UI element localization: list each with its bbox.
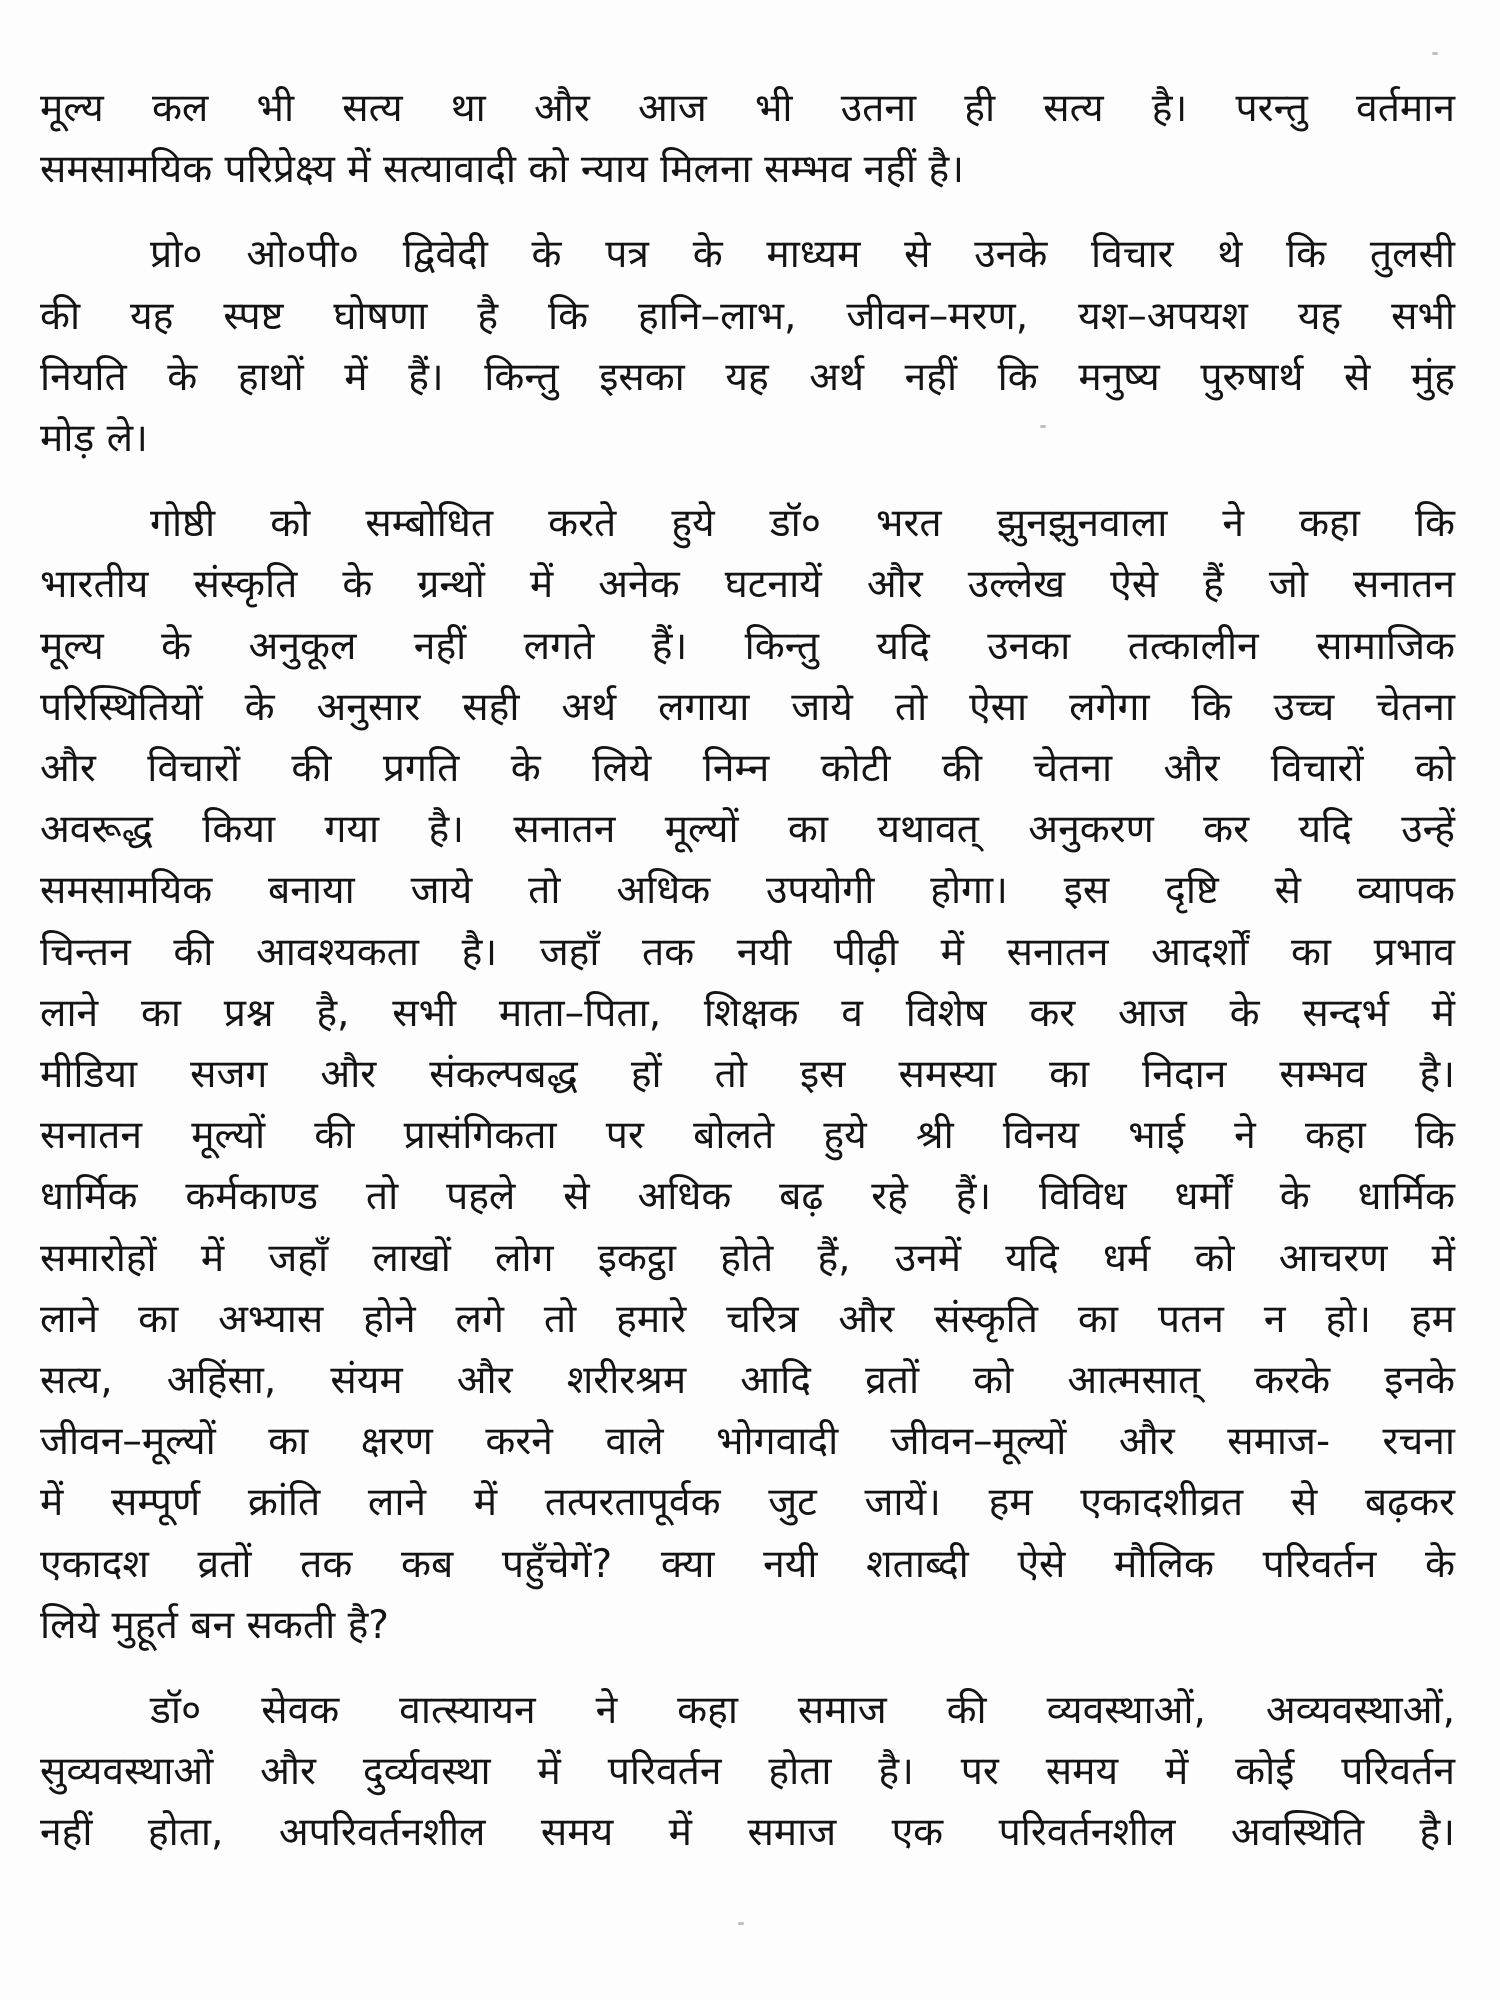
text-line: अवरूद्ध किया गया है। सनातन मूल्यों का यथावत् अनुकरण कर यदि उन्हें xyxy=(40,807,1455,853)
paragraph-4 xyxy=(40,1680,1455,1864)
text-line: डॉ० सेवक वात्स्यायन ने कहा समाज की व्यवस्थाओं, अव्यवस्थाओं, xyxy=(150,1688,1455,1734)
scan-speck xyxy=(1040,425,1046,428)
paragraph-1 xyxy=(40,78,1455,200)
text-line: चिन्तन की आवश्यकता है। जहाँ तक नयी पीढ़ी में सनातन आदर्शों का प्रभाव xyxy=(40,929,1455,975)
text-line: समसामयिक बनाया जाये तो अधिक उपयोगी होगा। इस दृष्टि से व्यापक xyxy=(40,868,1455,914)
text-line: मोड़ ले। xyxy=(40,416,148,462)
text-line: लाने का प्रश्न है, सभी माता–पिता, शिक्षक व विशेष कर आज के सन्दर्भ में xyxy=(40,990,1455,1036)
text-line: सुव्यवस्थाओं और दुर्व्यवस्था में परिवर्तन होता है। पर समय में कोई परिवर्तन xyxy=(40,1749,1455,1795)
text-line: मूल्य के अनुकूल नहीं लगते हैं। किन्तु यदि उनका तत्कालीन सामाजिक xyxy=(40,623,1455,669)
text-line: समसामयिक परिप्रेक्ष्य में सत्यावादी को न्याय मिलना सम्भव नहीं है। xyxy=(40,147,965,193)
text-line: मूल्य कल भी सत्य था और आज भी उतना ही सत्य है। परन्तु वर्तमान xyxy=(40,86,1455,131)
scan-speck xyxy=(1432,52,1438,55)
text-line: एकादश व्रतों तक कब पहुँचेगें? क्या नयी शताब्दी ऐसे मौलिक परिवर्तन के xyxy=(40,1541,1455,1587)
text-line: लाने का अभ्यास होने लगे तो हमारे चरित्र और संस्कृति का पतन न हो। हम xyxy=(40,1296,1455,1342)
text-line: मीडिया सजग और संकल्पबद्ध हों तो इस समस्या का निदान सम्भव है। xyxy=(40,1052,1455,1098)
text-line: लिये मुहूर्त बन सकती है? xyxy=(40,1602,389,1648)
text-line: नियति के हाथों में हैं। किन्तु इसका यह अर्थ नहीं कि मनुष्य पुरुषार्थ से मुंह xyxy=(40,354,1455,400)
text-line: परिस्थितियों के अनुसार सही अर्थ लगाया जाये तो ऐसा लगेगा कि उच्च चेतना xyxy=(40,684,1455,730)
paragraph-3 xyxy=(40,493,1455,1656)
text-line: नहीं होता, अपरिवर्तनशील समय में समाज एक परिवर्तनशील अवस्थिति है। xyxy=(40,1810,1455,1856)
text-line: भारतीय संस्कृति के ग्रन्थों में अनेक घटनायें और उल्लेख ऐसे हैं जो सनातन xyxy=(40,562,1455,608)
body-text xyxy=(40,78,1455,1864)
text-line: सनातन मूल्यों की प्रासंगिकता पर बोलते हुये श्री विनय भाई ने कहा कि xyxy=(40,1113,1455,1159)
text-line: धार्मिक कर्मकाण्ड तो पहले से अधिक बढ़ रहे हैं। विविध धर्मों के धार्मिक xyxy=(40,1174,1455,1220)
scan-speck xyxy=(738,1922,744,1925)
text-line: प्रो० ओ०पी० द्विवेदी के पत्र के माध्यम से उनके विचार थे कि तुलसी xyxy=(150,232,1455,278)
text-line: समारोहों में जहाँ लाखों लोग इकट्ठा होते हैं, उनमें यदि धर्म को आचरण में xyxy=(40,1235,1455,1281)
text-line: सत्य, अहिंसा, संयम और शरीरश्रम आदि व्रतों को आत्मसात् करके इनके xyxy=(40,1358,1455,1404)
text-line: और विचारों की प्रगति के लिये निम्न कोटी की चेतना और विचारों को xyxy=(40,746,1455,792)
text-line: की यह स्पष्ट घोषणा है कि हानि–लाभ, जीवन–मरण, यश–अपयश यह सभी xyxy=(40,293,1455,339)
text-line: जीवन–मूल्यों का क्षरण करने वाले भोगवादी जीवन–मूल्यों और समाज- रचना xyxy=(40,1419,1455,1465)
text-line: गोष्ठी को सम्बोधित करते हुये डॉ० भरत झुनझुनवाला ने कहा कि xyxy=(150,501,1455,547)
text-line: में सम्पूर्ण क्रांति लाने में तत्परतापूर्वक जुट जायें। हम एकादशीव्रत से बढ़कर xyxy=(40,1480,1455,1526)
paragraph-2 xyxy=(40,224,1455,469)
